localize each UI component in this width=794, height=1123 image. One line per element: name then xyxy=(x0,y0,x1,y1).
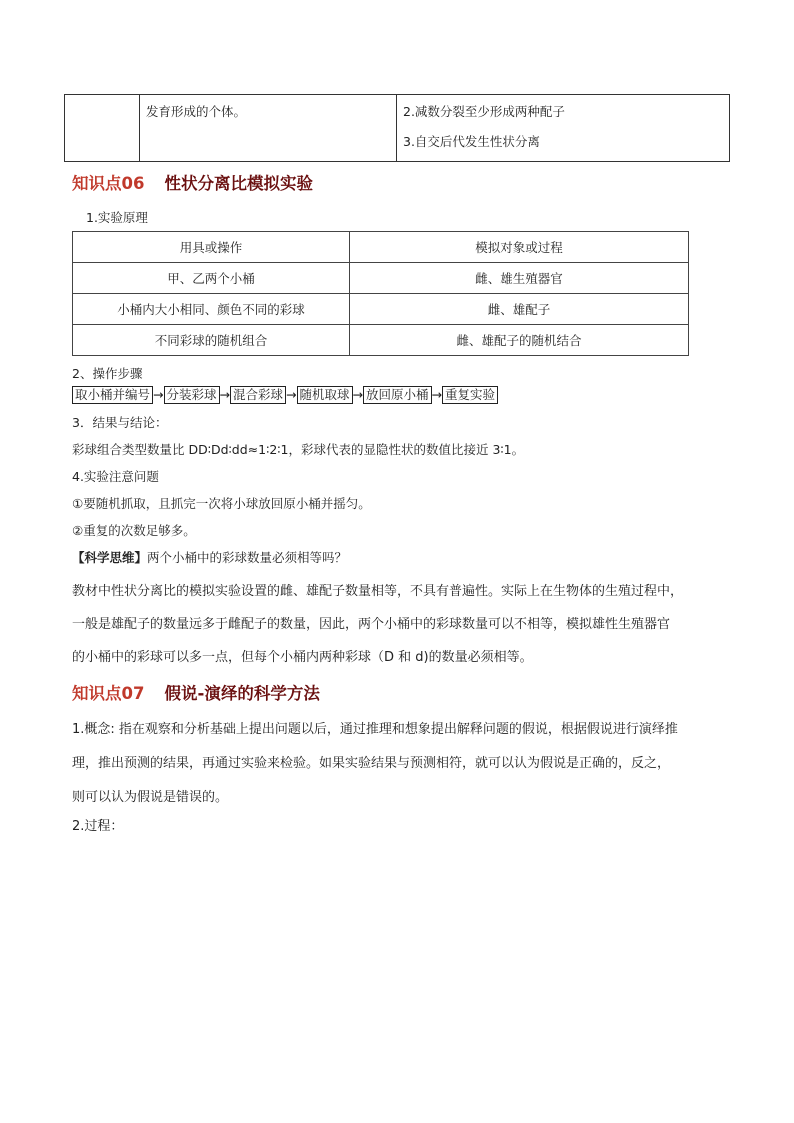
table-row xyxy=(73,294,689,325)
top-table-cell-empty xyxy=(65,95,140,162)
table-cell: 雌、雄配子的随机结合 xyxy=(350,325,689,356)
thinking-question-line xyxy=(72,548,347,566)
table-row xyxy=(73,263,689,294)
top-table-cell-right xyxy=(397,95,730,162)
table-cell: 雌、雄生殖器官 xyxy=(350,263,689,294)
result-label: 3．结果与结论： xyxy=(72,415,168,430)
table-row xyxy=(73,325,689,356)
note-item: ①要随机抓取，且抓完一次将小球放回原小桶并摇匀。 xyxy=(72,496,371,511)
thinking-tag: 【科学思维】 xyxy=(72,550,148,565)
top-table-right-line: 2.减数分裂至少形成两种配子 xyxy=(403,104,565,119)
paragraph-line: 教材中性状分离比的模拟实验设置的雌、雄配子数量相等，不具有普遍性。实际上在生物体的生殖过程中， xyxy=(72,584,684,599)
table-cell: 小桶内大小相同、颜色不同的彩球 xyxy=(73,294,350,325)
paragraph-line: 一般是雄配子的数量远多于雌配子的数量，因此，两个小桶中的彩球数量可以不相等，模拟雄性生殖器官 xyxy=(72,617,671,632)
principle-table xyxy=(72,231,689,356)
top-table-right-line: 3.自交后代发生性状分离 xyxy=(403,134,540,149)
step-box: 分装彩球 xyxy=(164,386,220,404)
table-cell: 不同彩球的随机组合 xyxy=(73,325,350,356)
table-header-row xyxy=(73,232,689,263)
paragraph-line: 则可以认为假说是错误的。 xyxy=(72,790,229,805)
arrow-icon: → xyxy=(153,387,164,402)
result-text: 彩球组合类型数量比 DD∶Dd∶dd≈1∶2∶1，彩球代表的显隐性状的数值比接近 3∶1。 xyxy=(72,442,525,457)
section-06-number: 知识点06 xyxy=(72,174,145,193)
step-box: 取小桶并编号 xyxy=(72,386,153,404)
notes-label: 4.实验注意问题 xyxy=(72,469,159,484)
top-table xyxy=(64,94,730,162)
thinking-question: 两个小桶中的彩球数量必须相等吗？ xyxy=(147,550,348,565)
section-07-title: 假说-演绎的科学方法 xyxy=(164,684,320,703)
table-header-cell: 模拟对象或过程 xyxy=(350,232,689,263)
table-header-cell: 用具或操作 xyxy=(73,232,350,263)
arrow-icon: → xyxy=(219,387,230,402)
section-06-heading xyxy=(72,170,313,194)
arrow-icon: → xyxy=(352,387,363,402)
section-06-title: 性状分离比模拟实验 xyxy=(164,174,313,193)
paragraph-line: 的小桶中的彩球可以多一点，但每个小桶内两种彩球（D 和 d)的数量必须相等。 xyxy=(72,650,533,665)
section-07-number: 知识点07 xyxy=(72,684,145,703)
step-box: 重复实验 xyxy=(442,386,498,404)
table-cell: 雌、雄配子 xyxy=(350,294,689,325)
step-box: 随机取球 xyxy=(297,386,353,404)
section-07-heading xyxy=(72,680,320,704)
thinking-paragraph xyxy=(72,575,732,674)
top-table-cell-mid: 发育形成的个体。 xyxy=(140,95,397,162)
arrow-icon: → xyxy=(431,387,442,402)
note-item: ②重复的次数足够多。 xyxy=(72,523,196,538)
paragraph-line: 理，推出预测的结果，再通过实验来检验。如果实验结果与预测相符，就可以认为假说是正确的，反之， xyxy=(72,756,671,771)
arrow-icon: → xyxy=(286,387,297,402)
process-label: 2.过程： xyxy=(72,819,124,834)
steps-flow xyxy=(72,386,498,404)
paragraph-line: 1.概念: 指在观察和分析基础上提出问题以后，通过推理和想象提出解释问题的假说，根据假说进行演绎推 xyxy=(72,722,678,737)
concept-paragraph xyxy=(72,713,732,815)
table-cell: 甲、乙两个小桶 xyxy=(73,263,350,294)
step-box: 放回原小桶 xyxy=(363,386,432,404)
steps-label: 2、操作步骤 xyxy=(72,366,143,381)
principle-label: 1.实验原理 xyxy=(86,210,148,225)
step-box: 混合彩球 xyxy=(230,386,286,404)
